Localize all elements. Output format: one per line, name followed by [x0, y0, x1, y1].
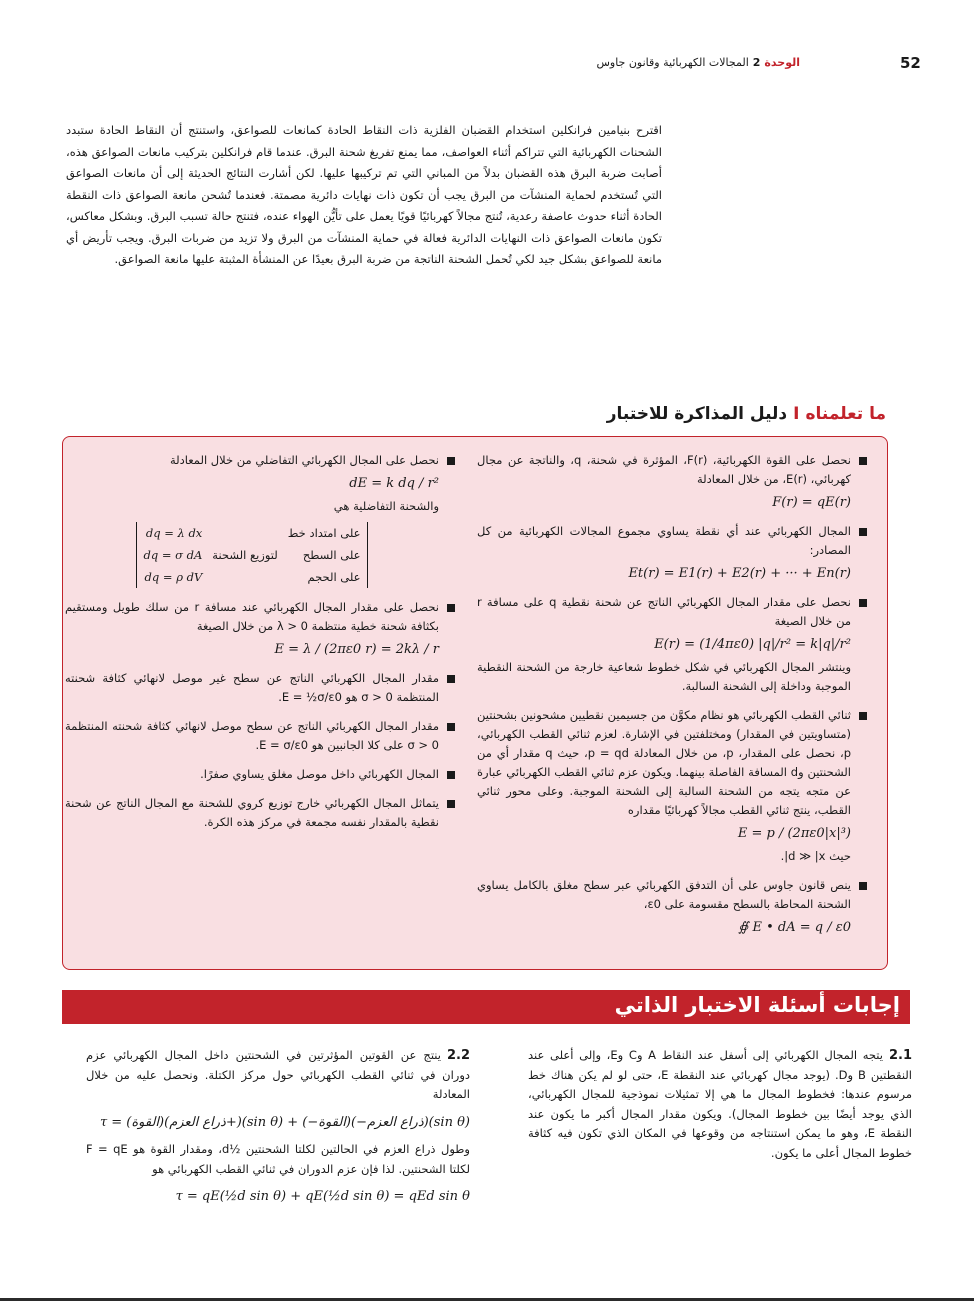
gauss-law-equation: ∯ E • dA = q / ε0 — [738, 920, 851, 935]
case-label: على امتداد خط — [287, 526, 361, 540]
guide-item-text: يتماثل المجال الكهربائي خارج توزيع كروي للشحنة مع المجال الناتج عن شحنة نقطية بالمقدار نفسه مجمعة في مركز هذه الكرة. — [65, 796, 439, 829]
unit-title — [596, 56, 800, 69]
charge-distribution-cases — [65, 522, 439, 588]
guide-item — [65, 598, 455, 659]
guide-item — [65, 765, 455, 784]
force-equation: F(r) = qE(r) — [772, 495, 851, 510]
guide-item — [477, 522, 867, 583]
case-formula: dq = λ dx — [145, 526, 203, 540]
answer-text: وطول ذراع العزم في الحالتين لكلتا الشحنتين ½d، ومقدار القوة هو F = qE لكلتا الشحنتين. لذا فإن عزم الدوران في ثنائي القطب الكهربائي هو — [86, 1142, 470, 1176]
torque-equation: τ = (القوة)(ذراع العزم+)(sin θ) + (−القوة)(−ذراع العزم)(sin θ) — [99, 1114, 470, 1130]
guide-item — [477, 876, 867, 937]
guide-item-text: نحصل على القوة الكهربائية، F(r)، المؤثرة في شحنة، q، والناتجة عن مجال كهربائي، E(r)، من خلال المعادلة — [477, 453, 851, 486]
heading-separator: I — [793, 404, 800, 424]
unit-number: 2 — [752, 56, 761, 69]
guide-item-text: نحصل على مقدار المجال الكهربائي عند مسافة r من سلك طويل ومستقيم بكثافة شحنة خطية منتظمة λ > 0 من خلال الصيغة — [65, 600, 440, 633]
answer-text: ينتج عن القوتين المؤثرتين في الشحنتين داخل المجال الكهربائي عزم دوران في ثنائي القطب الكهربائي حول مركز الكتلة. ونحصل عليه من خلال المعادلة — [86, 1048, 470, 1101]
guide-item-text: وينتشر المجال الكهربائي في شكل خطوط شعاعية خارجة من الشحنة النقطية الموجبة وداخلة إلى الشحنة السالبة. — [477, 660, 851, 693]
answer-2-1 — [528, 1046, 912, 1163]
guide-item-text: ثنائي القطب الكهربائي هو نظام مكوَّن من جسيمين نقطيين مشحونين بشحنتين (متساويتين في المقدار) ومختلفتين في الإشارة. لعزم ثنائي القطب الكهربائي، p، نحصل على المقدار، p، من خلال المعادلة p = qd، حيث q مقدار أي من الشحنتين وd المسافة الفاصلة بينهما. ويكون عزم ثنائي القطب الكهربائي عبارة عن متجه يتجه من الشحنة السالبة إلى الشحنة الموجبة. وعلى محور ثنائي القطب، ينتج ثنائي القطب مجالاً كهربائيًا مقداره — [477, 708, 851, 817]
guide-item — [65, 717, 455, 755]
answers-banner — [62, 990, 910, 1024]
guide-item — [65, 794, 455, 832]
answers-banner-title: إجابات أسئلة الاختبار الذاتي — [614, 993, 900, 1017]
page-header — [60, 52, 920, 76]
guide-item — [477, 451, 867, 512]
guide-item — [477, 706, 867, 866]
case-formula: dq = σ dA — [143, 548, 203, 562]
study-guide-heading — [607, 404, 886, 424]
answer-2-2 — [86, 1046, 470, 1215]
guide-item-text: نحصل على مقدار المجال الكهربائي الناتج عن شحنة نقطية q على مسافة r من خلال الصيغة — [477, 595, 852, 628]
case-formula: dq = ρ dV — [144, 570, 203, 584]
guide-item — [65, 451, 455, 588]
page-number: 52 — [900, 54, 921, 72]
guide-item-text: المجال الكهربائي داخل موصل مغلق يساوي صفرًا. — [200, 767, 439, 781]
guide-item-text: مقدار المجال الكهربائي الناتج عن سطح غير موصل لانهائي كثافة شحنته المنتظمة σ > 0 هو E = ½σ/ε0. — [65, 671, 439, 704]
cases-labels — [288, 522, 368, 588]
cases-middle: لتوزيع الشحنة — [212, 547, 278, 562]
guide-item-text: نحصل على المجال الكهربائي التفاضلي من خلال المعادلة — [169, 453, 439, 467]
guide-item-text: والشحنة التفاضلية هي — [333, 499, 439, 513]
line-charge-equation: E = λ / (2πε0 r) = 2kλ / r — [274, 642, 439, 657]
guide-item-text: مقدار المجال الكهربائي الناتج عن سطح موصل لانهائي كثافة شحنته المنتظمة σ > 0 على كلا الجانبين هو E = σ/ε0. — [65, 719, 439, 752]
point-charge-equation: E(r) = (1/4πε0) |q|/r² = k|q|/r² — [654, 637, 851, 652]
guide-right-column — [477, 451, 867, 947]
guide-item — [477, 593, 867, 696]
cases-formulas — [136, 522, 202, 588]
dipole-equation: E = p / (2πε0|x|³) — [737, 826, 851, 841]
heading-main: دليل المذاكرة للاختبار — [606, 404, 788, 424]
study-guide-box — [62, 436, 888, 970]
answer-number: 2.2 — [446, 1048, 470, 1063]
differential-field-equation: dE = k dq / r² — [349, 476, 439, 491]
intro-paragraph: اقترح بنيامين فرانكلين استخدام القضبان الفلزية ذات النقاط الحادة كمانعات للصواعق، واستنتج أن النقاط الحادة ستبدد الشحنات الكهربائية التي تتراكم أثناء العواصف، مما يمنع تفريغ شحنة البرق. عندما قام فرانكلين بتركيب مانعات الصواعق هذه، أصابت ضربة البرق هذه القضبان بدلاً من المباني التي تم تركيبها عليها. لكن أشارت النتائج الحديثة إلى أن مانعات الصواعق التي تُستخدم لحماية المنشآت من البرق يجب أن تكون ذات نهايات دائرية مصمتة. فعندما تُشحن مانعة الصواعق ذات النقطة الحادة أثناء حدوث عاصفة رعدية، تُنتج مجالاً كهربائيًا قويًا يعمل على تأيُّن الهواء عنده، فتنتج حالة تسبب البرق. وبشكل معاكس، تكون مانعات الصواعق ذات النهايات الدائرية فعالة في حماية المنشآت من البرق ولا تزيد من ضربات البرق. ويجب تأريض أي مانعة للصواعق بشكل جيد لكي تُحمل الشحنة الناتجة من ضربة البرق بعيدًا عن المنشأة المثبتة عليها مانعة الصواعق. — [66, 123, 662, 266]
answer-text: يتجه المجال الكهربائي إلى أسفل عند النقاط A وC وE، وإلى أعلى عند النقطتين B وD. (يوجد مجال كهربائي عند النقطة E، حتى لو لم يكن هناك خط مرسوم عندها: فخطوط المجال ما هي إلا تمثيلات نموذجية للمجال الكهربائي، الذي يوجد أيضًا بين خطوط المجال). ويكون مقدار المجال أكبر ما يكون عند النقطة E، وهو ما يمكن استنتاجه من وقوعها في المكان الذي تكون فيه كثافة خطوط المجال أعلى ما يكون. — [528, 1048, 913, 1160]
unit-title-text: المجالات الكهربائية وقانون جاوس — [596, 56, 749, 69]
bottom-rule — [0, 1298, 974, 1301]
superposition-equation: Et(r) = E1(r) + E2(r) + ··· + En(r) — [628, 566, 851, 581]
guide-left-column — [65, 451, 455, 842]
heading-accent: ما تعلمناه — [805, 404, 886, 424]
unit-label: الوحدة — [764, 56, 800, 69]
case-label: على السطح — [302, 548, 361, 562]
guide-item-text: المجال الكهربائي عند أي نقطة يساوي مجموع المجالات الكهربائية من كل المصادر: — [477, 524, 851, 557]
guide-item — [65, 669, 455, 707]
torque-result-equation: τ = qE(½d sin θ) + qE(½d sin θ) = qEd sin θ — [175, 1189, 470, 1204]
dipole-condition: حيث d ≫ |x|. — [780, 849, 851, 863]
case-label: على الحجم — [307, 570, 361, 584]
guide-item-text: ينص قانون جاوس على أن التدفق الكهربائي عبر سطح مغلق بالكامل يساوي الشحنة المحاطة بالسطح مقسومة على ε0، — [477, 878, 851, 911]
answer-number: 2.1 — [888, 1048, 912, 1063]
